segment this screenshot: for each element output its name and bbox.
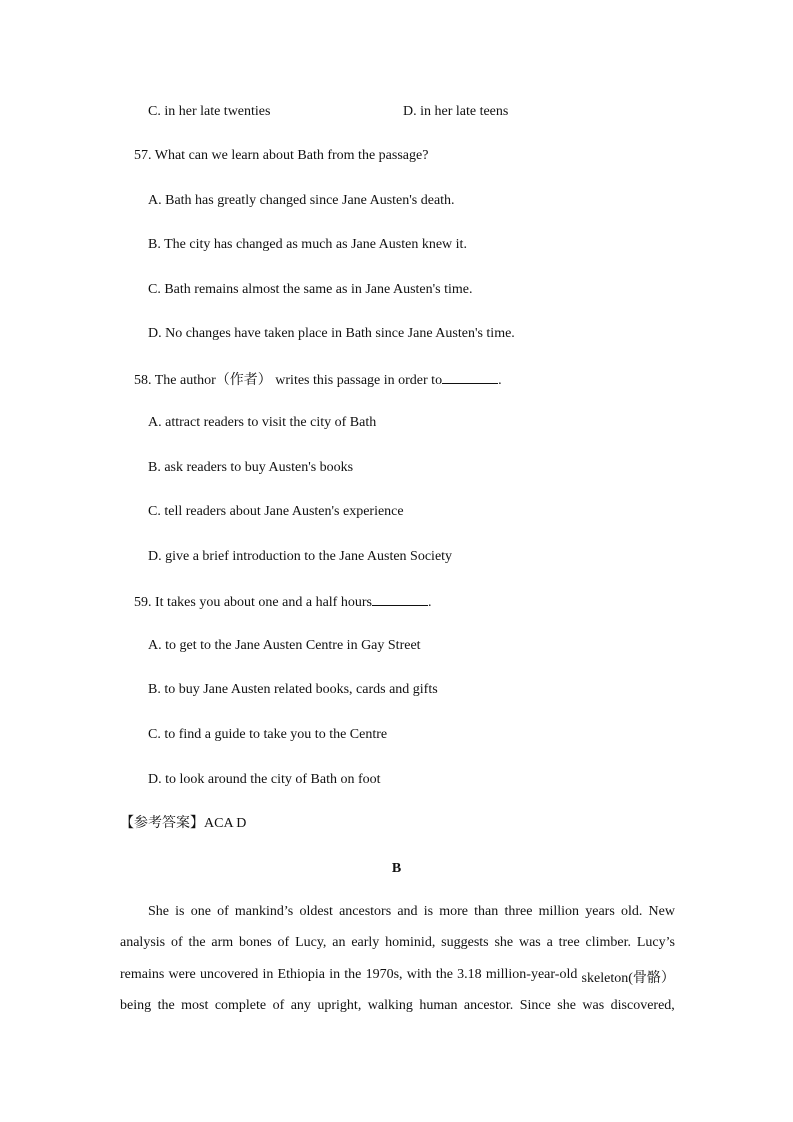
passage-word: human [419, 998, 458, 1013]
passage-word: than [474, 904, 499, 919]
passage-word: the [188, 935, 206, 950]
passage-word: complete [214, 998, 267, 1013]
passage-word: Ethiopia [277, 967, 325, 982]
q58-option-c: C. tell readers about Jane Austen's experience [148, 504, 404, 519]
passage-line [120, 967, 675, 987]
passage-word: suggests [441, 935, 489, 950]
q58-option-d: D. give a brief introduction to the Jane Austen Society [148, 549, 453, 564]
passage-word: and [397, 904, 418, 919]
passage-word: the [344, 967, 362, 982]
q57-stem: 57. What can we learn about Bath from the passage? [134, 148, 429, 163]
passage-word: ancestors [339, 904, 392, 919]
passage-word: Lucy’s [636, 935, 675, 950]
q59-stem [134, 592, 431, 612]
passage-word: she [494, 935, 514, 950]
passage-word: a [546, 935, 553, 950]
passage-word: ancestor. [463, 998, 514, 1013]
passage-word: uncovered [199, 967, 259, 982]
q57-option-d: D. No changes have taken place in Bath since Jane Austen's time. [148, 326, 515, 341]
passage-word: million [538, 904, 580, 919]
passage-word: the [157, 998, 175, 1013]
passage-word: is [175, 904, 185, 919]
passage-word: climber. [585, 935, 631, 950]
q59-option-d: D. to look around the city of Bath on foot [148, 772, 381, 787]
section-title: B [391, 861, 402, 876]
passage-word: hominid, [385, 935, 436, 950]
q59-stem-end: . [427, 595, 432, 610]
passage-word: upright, [317, 998, 362, 1013]
passage-word: She [148, 904, 169, 919]
passage-word: of [170, 935, 183, 950]
passage-word: most [181, 998, 209, 1013]
passage-word: one [190, 904, 211, 919]
passage-word: in [262, 967, 274, 982]
q58-option-b: B. ask readers to buy Austen's books [148, 460, 354, 475]
passage-word: analysis [120, 935, 166, 950]
passage-word: oldest [299, 904, 333, 919]
q59-option-a: A. to get to the Jane Austen Centre in Gay Street [148, 638, 421, 653]
passage-word: 1970s, [365, 967, 403, 982]
passage-word: she [557, 998, 576, 1013]
answer-key: 【参考答案】ACA D [120, 816, 247, 831]
passage-word: early [351, 935, 380, 950]
passage-word: Lucy, [295, 935, 327, 950]
passage-line [148, 904, 675, 920]
passage-word: an [332, 935, 346, 950]
passage-word: New [648, 904, 675, 919]
passage-word: three [504, 904, 533, 919]
passage-word: skeleton(骨骼） [581, 971, 675, 986]
passage-word: of [277, 935, 290, 950]
passage-word: walking [367, 998, 413, 1013]
q57-option-c: C. Bath remains almost the same as in Jane Austen's time. [148, 282, 473, 297]
q58-stem-text: 58. The author（作者） writes this passage in order to [134, 373, 443, 388]
passage-line [120, 998, 675, 1014]
passage-word: more [439, 904, 468, 919]
passage-word: any [290, 998, 311, 1013]
passage-word: remains [120, 967, 165, 982]
passage-word: old. [620, 904, 643, 919]
q56-option-c: C. in her late twenties [148, 104, 271, 119]
q59-option-c: C. to find a guide to take you to the Centre [148, 727, 388, 742]
passage-line [120, 935, 675, 951]
passage-word: bones [239, 935, 272, 950]
passage-word: million-year-old [485, 967, 578, 982]
passage-word: discovered, [610, 998, 675, 1013]
passage-word: mankind’s [234, 904, 294, 919]
passage-word: is [423, 904, 434, 919]
passage-word: arm [211, 935, 234, 950]
passage-word: were [168, 967, 196, 982]
passage-word: being [120, 998, 152, 1013]
q57-option-a: A. Bath has greatly changed since Jane Austen's death. [148, 193, 455, 208]
passage-word: Since [519, 998, 551, 1013]
q56-option-d: D. in her late teens [403, 104, 509, 119]
q58-stem-end: . [498, 373, 502, 388]
passage-word: in [329, 967, 341, 982]
q59-answer-blank [372, 592, 428, 606]
q59-stem-text: 59. It takes you about one and a half hours [134, 595, 372, 610]
passage-word: of [217, 904, 229, 919]
passage-word: with [406, 967, 432, 982]
q59-option-b: B. to buy Jane Austen related books, cards and gifts [148, 682, 438, 697]
q58-option-a: A. attract readers to visit the city of Bath [148, 415, 377, 430]
passage-word: was [582, 998, 605, 1013]
passage-word: 3.18 [457, 967, 482, 982]
q58-answer-blank [442, 370, 498, 384]
passage-word: tree [558, 935, 580, 950]
q57-option-b: B. The city has changed as much as Jane Austen knew it. [148, 237, 467, 252]
passage-word: of [272, 998, 285, 1013]
q58-stem [134, 370, 502, 390]
passage-word: years [585, 904, 615, 919]
passage-word: the [435, 967, 453, 982]
passage-word: was [518, 935, 541, 950]
